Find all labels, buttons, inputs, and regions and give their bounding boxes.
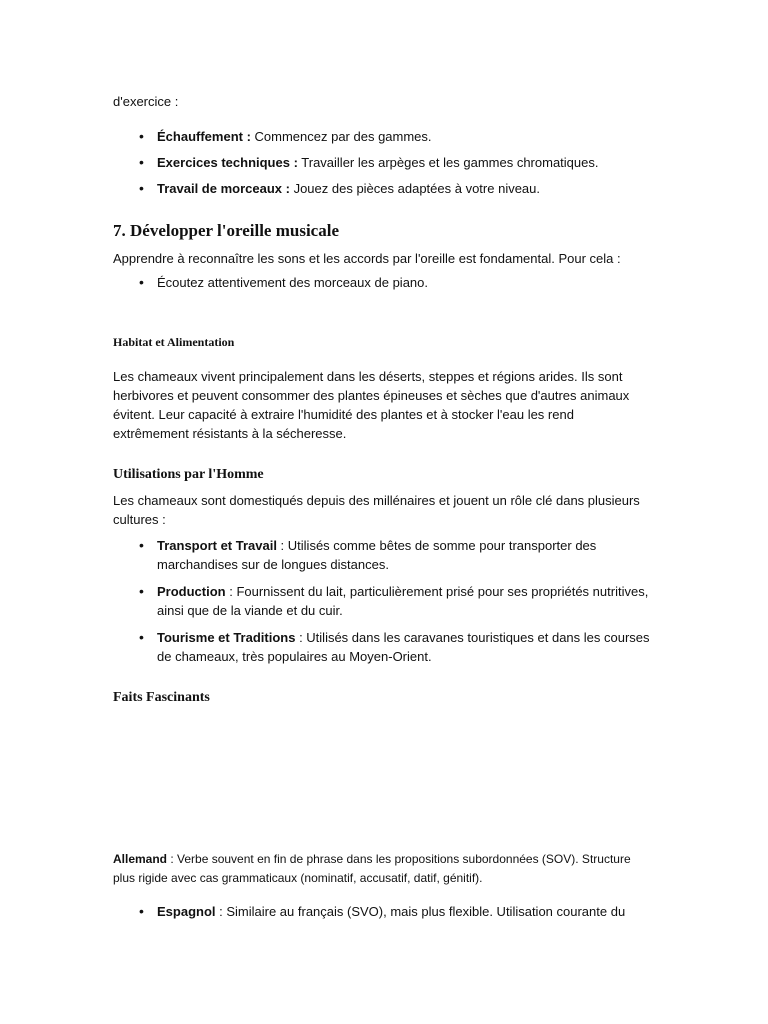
intro-text: d'exercice : [113, 94, 179, 109]
languages-list [113, 902, 653, 921]
list-item-text: Jouez des pièces adaptées à votre niveau. [289, 181, 541, 196]
paragraph: Les chameaux vivent principalement dans les déserts, steppes et régions arides. Ils sont herbivores et peuvent consommer des plantes épineuses et sèches que d'autres animaux évitent. Leur capacité à extraire l'humidité des plantes et à stocker l'eau les rend extrêmement résistants à la sécheresse. [113, 369, 630, 441]
section-heading: 7. Développer l'oreille musicale [113, 221, 339, 240]
list-item-text: : Utilisés comme bêtes de somme pour transporter des marchandises sur de longues distances. [157, 538, 597, 572]
list-item: • Écoutez attentivement des morceaux de piano. [113, 273, 653, 292]
list-item [113, 582, 653, 620]
list-item-text: : Similaire au français (SVO), mais plus flexible. Utilisation courante du [215, 904, 626, 919]
list-item [113, 536, 653, 574]
section-intro: Apprendre à reconnaître les sons et les accords par l'oreille est fondamental. Pour cela : [113, 251, 621, 266]
language-term: Allemand [113, 852, 168, 866]
list-item [113, 902, 653, 921]
section-heading: Faits Fascinants [113, 690, 210, 705]
utilisations-list [113, 536, 653, 666]
list-item [113, 628, 653, 666]
list-item-text: Commencez par des gammes. [250, 129, 432, 144]
practice-list [113, 127, 653, 198]
list-item-term: Tourisme et Traditions [157, 630, 296, 645]
list-item-text: Travailler les arpèges et les gammes chromatiques. [297, 155, 599, 170]
section-heading: Utilisations par l'Homme [113, 467, 264, 482]
list-item-term: Travail de morceaux : [157, 181, 290, 196]
list-item-text: : Utilisés dans les caravanes touristiques et dans les courses de chameaux, très populaires au Moyen-Orient. [157, 630, 650, 664]
list-item [113, 153, 653, 172]
list-item [113, 127, 653, 146]
language-text: : Verbe souvent en fin de phrase dans les propositions subordonnées (SOV). Structure plus rigide avec cas grammaticaux (nominatif, accusatif, datif, génitif). [113, 852, 631, 885]
document-page [113, 92, 653, 921]
list-item [113, 179, 653, 198]
section-heading: Habitat et Alimentation [113, 335, 235, 349]
section7-list [113, 273, 653, 292]
list-item-term: Espagnol [157, 904, 216, 919]
list-item-text: : Fournissent du lait, particulièrement prisé pour ses propriétés nutritives, ainsi que de la viande et du cuir. [157, 584, 649, 618]
list-item-term: Exercices techniques : [157, 155, 298, 170]
list-item-term: Production [157, 584, 226, 599]
paragraph [113, 850, 653, 888]
list-item-term: Échauffement : [157, 129, 251, 144]
paragraph: Les chameaux sont domestiqués depuis des millénaires et jouent un rôle clé dans plusieurs cultures : [113, 493, 640, 527]
list-item-term: Transport et Travail [157, 538, 277, 553]
